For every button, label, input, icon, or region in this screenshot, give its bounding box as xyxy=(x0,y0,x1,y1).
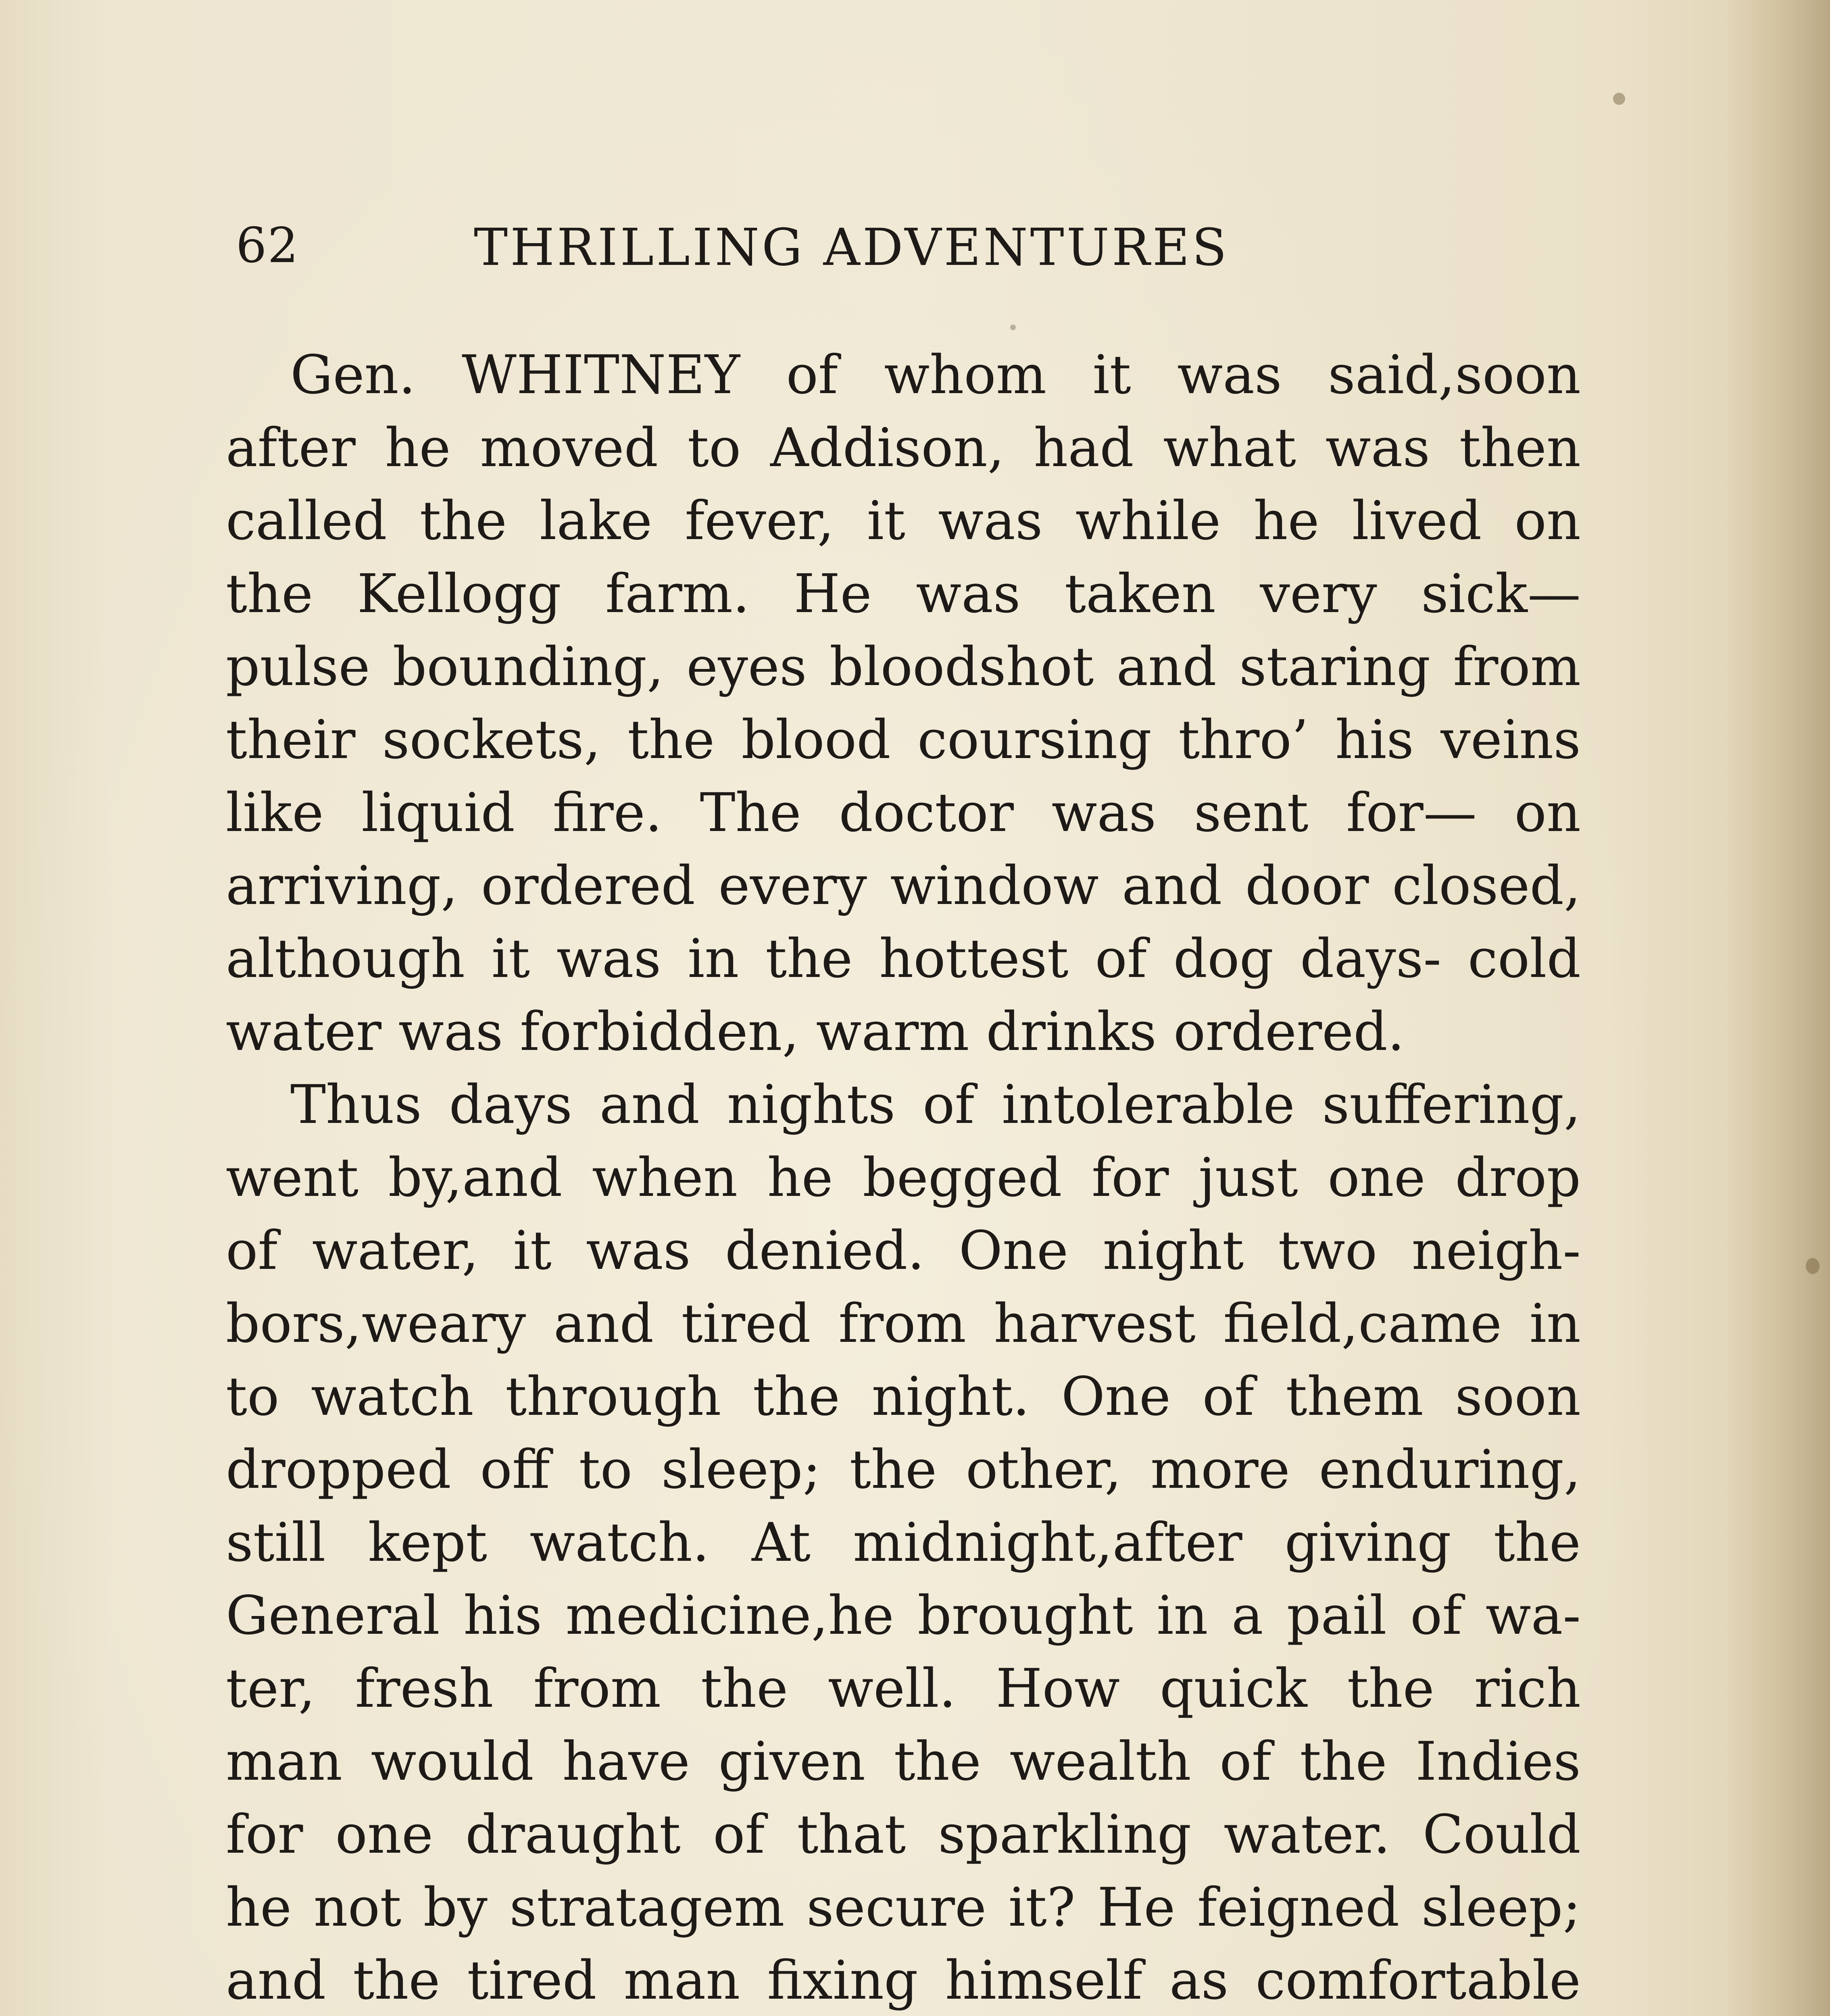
text-line: dropped off to sleep; the other, more enduring, xyxy=(226,1439,1581,1501)
text-line: Thus days and nights of intolerable suffering, xyxy=(290,1074,1581,1136)
paper-spot xyxy=(1010,325,1016,330)
text-line: their sockets, the blood coursing thro’ his veins xyxy=(226,709,1581,771)
text-line: Gen. WHITNEY of whom it was said,soon xyxy=(290,344,1581,406)
text-line: man would have given the wealth of the Indies xyxy=(226,1731,1581,1793)
text-line: General his medicine,he brought in a pail of wa- xyxy=(226,1585,1581,1647)
text-line: he not by stratagem secure it? He feigned sleep; xyxy=(226,1876,1581,1939)
paper-spot xyxy=(1613,93,1625,105)
text-line: of water, it was denied. One night two neigh- xyxy=(226,1220,1581,1282)
text-line: bors,weary and tired from harvest field,came in xyxy=(226,1293,1581,1355)
page-number: 62 xyxy=(236,218,299,274)
text-line: ter, fresh from the well. How quick the rich xyxy=(226,1658,1581,1720)
text-line: for one draught of that sparkling water. Could xyxy=(226,1804,1581,1866)
text-line: to watch through the night. One of them soon xyxy=(226,1366,1581,1428)
body-text xyxy=(226,339,1581,2016)
page-edge-shadow xyxy=(1725,0,1830,2016)
text-line: although it was in the hottest of dog days- cold xyxy=(226,928,1581,990)
running-head xyxy=(236,210,1341,290)
text-line: after he moved to Addison, had what was then xyxy=(226,417,1581,479)
text-line: went by,and when he begged for just one drop xyxy=(226,1147,1581,1209)
text-line: and the tired man fixing himself as comfortable xyxy=(226,1949,1581,2012)
text-line: the Kellogg farm. He was taken very sick— xyxy=(226,563,1581,625)
paper-spot xyxy=(1806,1258,1820,1274)
text-line: like liquid fire. The doctor was sent for— on xyxy=(226,782,1581,844)
text-line: still kept watch. At midnight,after giving the xyxy=(226,1512,1581,1574)
text-line: called the lake fever, it was while he lived on xyxy=(226,490,1581,552)
text-line: pulse bounding, eyes bloodshot and staring from xyxy=(226,636,1581,698)
text-line: water was forbidden, warm drinks ordered. xyxy=(226,1001,1405,1063)
text-line: arriving, ordered every window and door closed, xyxy=(226,855,1581,917)
running-title: THRILLING ADVENTURES xyxy=(474,218,1230,277)
